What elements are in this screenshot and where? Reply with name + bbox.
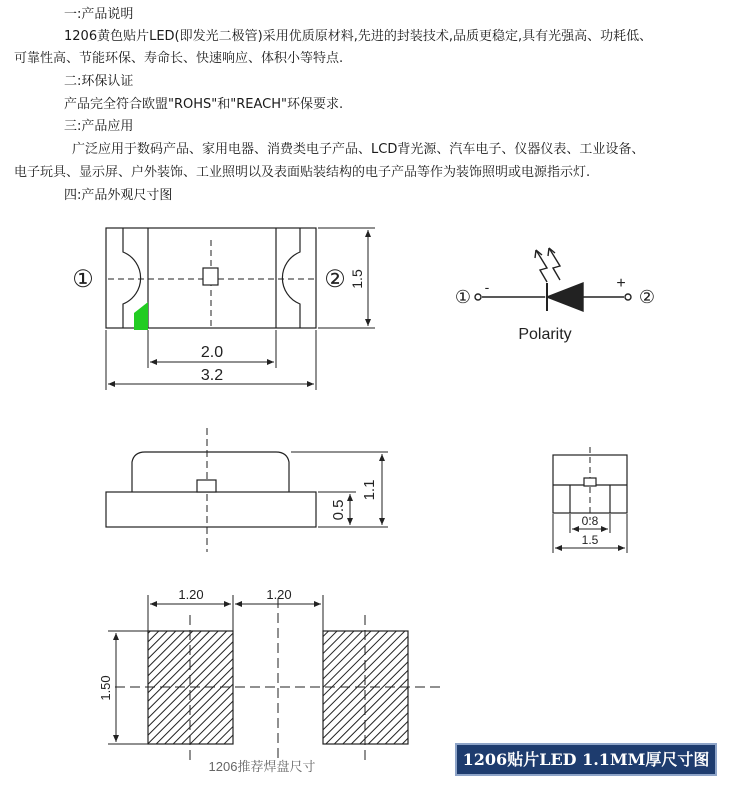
dim-end-0-8: 0.8 <box>581 514 599 528</box>
polarity-symbol <box>475 248 631 311</box>
pin2-label: ② <box>324 266 346 293</box>
polarity-label: Polarity <box>518 326 572 343</box>
dim-length-3-2: 3.2 <box>200 367 224 384</box>
app-line-2: 电子玩具、显示屏、户外装饰、工业照明以及表面贴装结构的电子产品等作为装饰照明或电源指示灯. <box>14 165 591 180</box>
dim-height-1-1: 1.1 <box>361 479 378 501</box>
dim-pad-gap: 1.20 <box>266 587 292 602</box>
polarity-mark-green <box>134 302 148 330</box>
section-2-heading: 二:环保认证 <box>64 74 134 89</box>
intro-line-2: 可靠性高、节能环保、寿命长、快速响应、体积小等特点. <box>14 51 344 66</box>
dim-length-2-0: 2.0 <box>200 344 224 361</box>
footprint-caption: 1206推荐焊盘尺寸 <box>208 759 316 774</box>
dim-pad-width: 1.20 <box>178 587 204 602</box>
section-1-heading: 一:产品说明 <box>64 7 134 22</box>
dim-width-1-5: 1.5 <box>349 269 365 289</box>
dim-height-0-5: 0.5 <box>330 499 347 521</box>
side-view <box>106 428 316 552</box>
end-view <box>553 447 627 520</box>
polarity-pin1: ① <box>454 287 472 307</box>
side-view-base <box>106 492 316 527</box>
pin1-label: ① <box>72 266 94 293</box>
dim-end-1-5: 1.5 <box>581 533 599 547</box>
section-3-heading: 三:产品应用 <box>64 119 134 134</box>
env-text: 产品完全符合欧盟"ROHS"和"REACH"环保要求. <box>64 97 344 112</box>
polarity-minus: - <box>484 279 490 295</box>
intro-line-1: 1206黄色贴片LED(即发光二极管)采用优质原材料,先进的封装技术,品质更稳定,具有光强高、功耗低、 <box>64 29 653 44</box>
section-4-heading: 四:产品外观尺寸图 <box>64 188 173 203</box>
dim-pad-height: 1.50 <box>98 675 113 701</box>
pin1-callout <box>72 266 94 293</box>
polarity-plus: + <box>616 275 626 292</box>
app-line-1: 广泛应用于数码产品、家用电器、消费类电子产品、LCD背光源、汽车电子、仪器仪表、工业设备、 <box>72 142 645 157</box>
polarity-pin2: ② <box>638 287 656 307</box>
title-banner: 1206贴片LED 1.1MM厚尺寸图 <box>455 743 717 776</box>
